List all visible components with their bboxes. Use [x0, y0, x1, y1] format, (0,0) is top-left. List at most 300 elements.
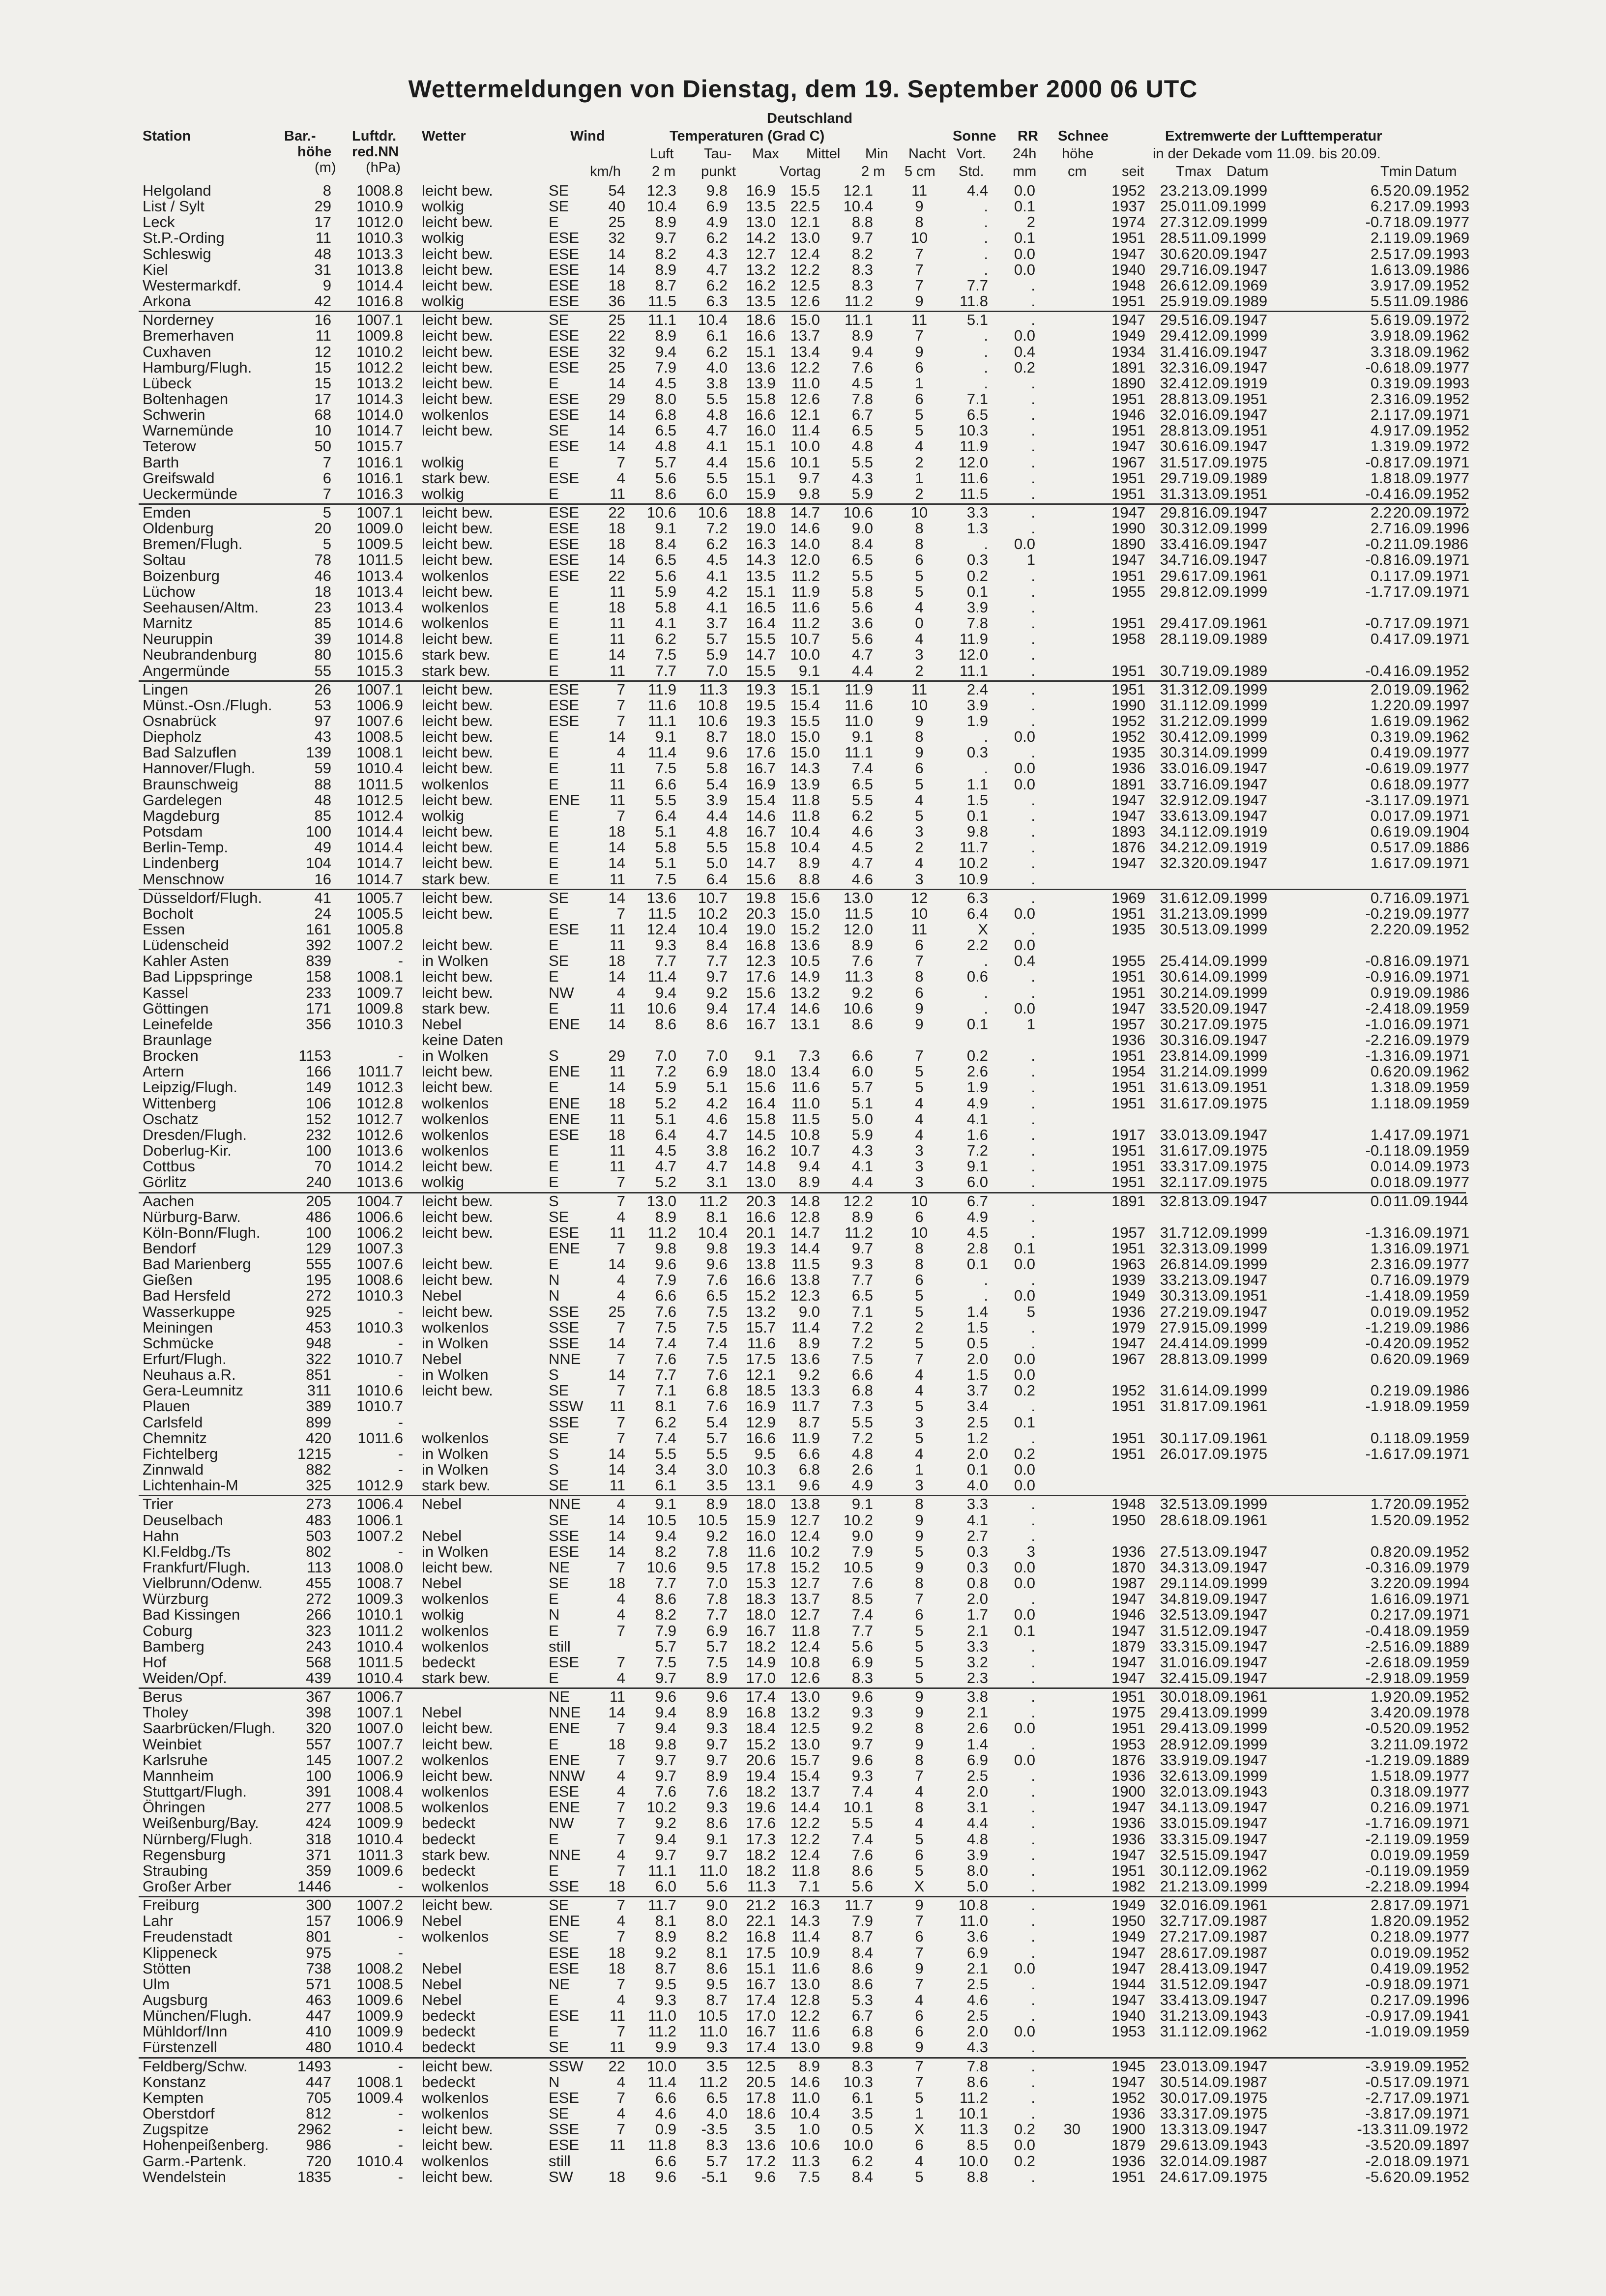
cell-temp-night: 9	[915, 1688, 924, 1706]
cell-tmin: -2.9	[1365, 1669, 1392, 1686]
cell-wind-dir: E	[549, 374, 559, 392]
cell-tmin-date: 19.09.1977	[1393, 744, 1470, 761]
cell-temp-air: 6.4	[655, 807, 676, 824]
cell-temp-night: 5	[915, 1287, 924, 1305]
cell-precip: 0.0	[1014, 999, 1035, 1017]
cell-baro-height: 899	[306, 1413, 331, 1431]
cell-temp-max: 16.7	[746, 1975, 776, 1993]
cell-since-year: 1975	[1111, 1704, 1145, 1721]
cell-precip: .	[1031, 1896, 1035, 1914]
cell-temp-mean: 13.2	[790, 1704, 820, 1721]
cell-sunshine: 0.3	[966, 551, 988, 569]
cell-temp-max: 16.0	[746, 1527, 776, 1544]
cell-tmax: 30.3	[1160, 1031, 1190, 1048]
cell-sunshine: 4.4	[966, 1814, 988, 1832]
cell-tmax: 31.2	[1160, 712, 1190, 729]
cell-wind-dir: SSE	[549, 1303, 580, 1320]
cell-tmin: -1.3	[1365, 1223, 1392, 1241]
cell-temp-night: 6	[915, 759, 924, 777]
cell-station: Kiel	[143, 261, 168, 278]
cell-temp-air: 10.6	[646, 1558, 676, 1576]
cell-wind-dir: E	[549, 213, 559, 231]
cell-tmax-date: 15.09.1947	[1191, 1669, 1268, 1686]
cell-tmax-date: 12.09.1919	[1191, 823, 1268, 840]
cell-weather: leicht bew.	[422, 791, 493, 809]
cell-temp-mean: 12.0	[790, 551, 820, 569]
cell-tmax-date: 14.09.1999	[1191, 1047, 1268, 1065]
cell-tmax: 27.5	[1160, 1542, 1190, 1560]
cell-temp-max: 18.2	[746, 1861, 776, 1879]
cell-temp-night: 9	[915, 1511, 924, 1529]
cell-sunshine: 0.2	[966, 567, 988, 584]
cell-temp-min: 6.2	[851, 2152, 873, 2170]
cell-pressure: 1014.7	[356, 870, 403, 888]
cell-station: Zugspitze	[143, 2121, 209, 2138]
cell-weather: bedeckt	[422, 2007, 475, 2025]
cell-dewpoint: 7.6	[706, 1366, 728, 1384]
cell-tmin: -2.2	[1365, 1031, 1392, 1048]
cell-dewpoint: 7.2	[706, 520, 728, 537]
cell-station: Fichtelberg	[143, 1445, 218, 1462]
cell-temp-mean: 10.8	[790, 1126, 820, 1143]
cell-dewpoint: 6.2	[706, 276, 728, 294]
cell-tmax: 31.6	[1160, 889, 1190, 906]
cell-weather: leicht bew.	[422, 1896, 493, 1914]
cell-tmax-date: 16.09.1947	[1191, 343, 1268, 360]
cell-tmax-date: 12.09.1999	[1191, 1735, 1268, 1753]
cell-temp-air: 11.1	[647, 712, 676, 729]
cell-precip: 0.0	[1014, 1287, 1035, 1305]
cell-tmin: 1.9	[1370, 1688, 1392, 1706]
cell-tmin: 0.1	[1370, 1429, 1392, 1447]
cell-station: Tholey	[143, 1704, 189, 1721]
cell-dewpoint: 5.7	[706, 630, 728, 648]
cell-pressure: 1010.4	[356, 2038, 403, 2056]
cell-wind-dir: SSW	[549, 1397, 584, 1415]
cell-temp-min: 9.0	[851, 520, 873, 537]
cell-temp-mean: 7.1	[798, 1877, 820, 1895]
cell-pressure: 1008.0	[356, 1558, 403, 1576]
cell-baro-height: 882	[306, 1461, 331, 1478]
cell-precip: 0.0	[1014, 1366, 1035, 1384]
cell-weather: leicht bew.	[422, 889, 493, 906]
cell-baro-height: 455	[306, 1574, 331, 1592]
cell-since-year: 1945	[1111, 2057, 1145, 2075]
cell-tmax-date: 16.09.1947	[1191, 535, 1268, 553]
cell-temp-night: 4	[915, 1445, 924, 1462]
cell-temp-air: 7.2	[655, 1063, 676, 1080]
cell-wind-dir: ESE	[549, 261, 580, 278]
cell-wind-dir: SSE	[549, 1413, 580, 1431]
cell-since-year: 1950	[1111, 1912, 1145, 1930]
cell-station: Wendelstein	[143, 2168, 227, 2185]
cell-temp-night: 5	[915, 1397, 924, 1415]
cell-dewpoint: 4.0	[706, 358, 728, 376]
cell-station: Norderney	[143, 311, 214, 329]
cell-temp-min: 9.0	[851, 1527, 873, 1544]
cell-since-year: 1890	[1111, 535, 1145, 553]
cell-since-year: 1948	[1111, 276, 1145, 294]
cell-tmax-date: 16.09.1947	[1191, 504, 1268, 521]
cell-weather: Nebel	[422, 1959, 462, 1977]
cell-wind-dir: ESE	[549, 920, 580, 938]
cell-tmax: 33.3	[1160, 1830, 1190, 1848]
cell-tmax: 33.4	[1160, 1991, 1190, 2008]
cell-baro-height: 356	[306, 1015, 331, 1033]
cell-station: Weißenburg/Bay.	[143, 1814, 259, 1832]
cell-wind-speed: 14	[608, 245, 625, 262]
cell-temp-mean: 15.0	[790, 904, 820, 922]
cell-pressure: 1006.6	[356, 1208, 403, 1225]
cell-tmax: 30.6	[1160, 245, 1190, 262]
cell-wind-speed: 14	[608, 1445, 625, 1462]
cell-baro-height: 20	[314, 520, 331, 537]
cell-precip: .	[1031, 1063, 1035, 1080]
cell-temp-max: 13.5	[746, 198, 776, 215]
cell-tmax-date: 15.09.1947	[1191, 1830, 1268, 1848]
cell-temp-air: 11.9	[647, 680, 676, 698]
cell-sunshine: .	[984, 198, 988, 215]
cell-tmax: 31.6	[1160, 1382, 1190, 1399]
cell-tmin: -1.6	[1365, 1445, 1392, 1462]
cell-pressure: -	[398, 1334, 403, 1352]
cell-tmin: 0.4	[1370, 744, 1392, 761]
cell-precip: 0.0	[1014, 936, 1035, 954]
cell-temp-max: 18.4	[746, 1719, 776, 1737]
cell-sunshine: 10.9	[958, 870, 988, 888]
cell-temp-night: 5	[915, 1622, 924, 1639]
cell-station: Cuxhaven	[143, 343, 211, 360]
cell-pressure: 1012.5	[356, 791, 403, 809]
cell-precip: 0.1	[1014, 229, 1035, 247]
cell-precip: .	[1031, 2038, 1035, 2056]
cell-dewpoint: 7.0	[706, 1574, 728, 1592]
cell-tmax-date: 16.09.1947	[1191, 551, 1268, 569]
cell-weather: in Wolken	[422, 1047, 489, 1065]
cell-temp-max: 18.6	[746, 311, 776, 329]
cell-tmin: 0.3	[1370, 1783, 1392, 1800]
cell-sunshine: 3.9	[966, 598, 988, 616]
cell-wind-speed: 7	[616, 696, 625, 714]
cell-since-year: 1940	[1111, 2007, 1145, 2025]
cell-temp-max: 14.6	[746, 807, 776, 824]
cell-station: Marnitz	[143, 614, 193, 632]
cell-weather: leicht bew.	[422, 984, 493, 1001]
cell-tmax: 31.2	[1160, 904, 1190, 922]
cell-wind-dir: ESE	[549, 390, 580, 407]
cell-temp-min: 5.5	[851, 791, 873, 809]
cell-tmax-date: 11.09.1999	[1191, 198, 1266, 215]
cell-tmin: -0.4	[1365, 485, 1392, 502]
cell-temp-night: 8	[915, 968, 924, 986]
cell-baro-height: 272	[306, 1287, 331, 1305]
cell-since-year: 1940	[1111, 261, 1145, 278]
cell-weather: stark bew.	[422, 870, 491, 888]
cell-pressure: 1015.6	[356, 646, 403, 664]
cell-sunshine: 10.8	[958, 1896, 988, 1914]
cell-dewpoint: 7.0	[706, 1047, 728, 1065]
cell-precip: .	[1031, 870, 1035, 888]
cell-temp-max: 19.3	[746, 712, 776, 729]
cell-temp-min: 5.6	[851, 630, 873, 648]
cell-wind-speed: 4	[616, 1991, 625, 2008]
cell-tmin: -1.7	[1365, 582, 1392, 600]
cell-weather: leicht bew.	[422, 582, 493, 600]
cell-wind-dir: NW	[549, 1814, 574, 1832]
cell-dewpoint: 5.5	[706, 839, 728, 856]
cell-temp-night: 2	[915, 453, 924, 471]
cell-station: Lahr	[143, 1912, 174, 1930]
cell-wind-dir: ESE	[549, 292, 580, 310]
cell-baro-height: 1493	[297, 2057, 331, 2075]
cell-sunshine: 0.1	[966, 1015, 988, 1033]
cell-wind-speed: 7	[616, 2089, 625, 2106]
cell-baro-height: 320	[306, 1719, 331, 1737]
cell-temp-night: 7	[915, 261, 924, 278]
cell-tmax: 30.0	[1160, 2089, 1190, 2106]
cell-pressure: 1014.7	[356, 422, 403, 439]
cell-temp-min: 11.0	[844, 712, 873, 729]
cell-baro-height: 12	[314, 343, 331, 360]
cell-station: Teterow	[143, 437, 196, 455]
cell-wind-dir: ESE	[549, 1959, 580, 1977]
cell-temp-night: 2	[915, 1318, 924, 1336]
cell-wind-speed: 11	[609, 936, 625, 954]
cell-pressure: 1007.1	[356, 311, 403, 329]
cell-temp-max: 22.1	[746, 1912, 776, 1930]
cell-tmin-date: 20.09.1997	[1393, 696, 1470, 714]
cell-wind-dir: ESE	[549, 1223, 580, 1241]
cell-temp-min: 7.4	[851, 759, 873, 777]
cell-temp-air: 8.7	[655, 1959, 676, 1977]
cell-baro-height: 571	[306, 1975, 331, 1993]
cell-baro-height: 243	[306, 1637, 331, 1655]
cell-temp-max: 16.6	[746, 406, 776, 424]
cell-temp-mean: 9.6	[798, 1477, 820, 1494]
cell-wind-dir: ESE	[549, 680, 580, 698]
cell-precip: .	[1031, 630, 1035, 648]
cell-since-year: 1947	[1111, 854, 1145, 872]
cell-tmin: 1.8	[1370, 469, 1392, 487]
cell-precip: .	[1031, 1429, 1035, 1447]
cell-wind-dir: ENE	[549, 1912, 580, 1930]
header-schnee-2: höhe	[1062, 146, 1094, 162]
cell-sunshine: .	[984, 1287, 988, 1305]
cell-temp-night: 12	[910, 889, 928, 906]
cell-wind-speed: 25	[608, 311, 625, 329]
cell-tmax: 30.1	[1160, 1861, 1190, 1879]
cell-temp-mean: 15.4	[790, 1767, 820, 1784]
cell-temp-night: 4	[915, 1991, 924, 2008]
cell-tmin: -1.3	[1365, 1047, 1392, 1065]
cell-temp-max: 16.0	[746, 422, 776, 439]
cell-tmax: 28.8	[1160, 422, 1190, 439]
cell-tmin: -1.9	[1365, 1397, 1392, 1415]
cell-tmax: 27.2	[1160, 1303, 1190, 1320]
cell-precip: .	[1031, 567, 1035, 584]
cell-weather: leicht bew.	[422, 2121, 493, 2138]
cell-since-year: 1891	[1111, 775, 1145, 793]
cell-station: Karlsruhe	[143, 1751, 208, 1769]
cell-tmax-date: 13.09.1999	[1191, 1350, 1268, 1367]
cell-since-year: 1947	[1111, 1959, 1145, 1977]
cell-precip: .	[1031, 1334, 1035, 1352]
cell-dewpoint: 5.7	[706, 1429, 728, 1447]
cell-temp-mean: 11.9	[791, 582, 820, 600]
cell-wind-dir: SSE	[549, 1318, 580, 1336]
cell-baro-height: 11	[315, 327, 331, 345]
cell-station: Bad Lippspringe	[143, 968, 253, 986]
cell-wind-dir: ESE	[549, 358, 580, 376]
cell-tmin-date: 19.09.1959	[1393, 1846, 1470, 1863]
cell-temp-min: 6.8	[851, 2023, 873, 2040]
cell-dewpoint: 9.6	[706, 744, 728, 761]
cell-since-year: 1936	[1111, 1830, 1145, 1848]
cell-weather: wolkenlos	[422, 1799, 489, 1816]
cell-snow: 30	[1063, 2121, 1080, 2138]
cell-temp-max: 15.1	[746, 1959, 776, 1977]
header-luft-1: Luft	[650, 146, 674, 162]
cell-dewpoint: 7.5	[706, 1318, 728, 1336]
cell-temp-mean: 22.5	[790, 198, 820, 215]
cell-pressure: 1010.4	[356, 759, 403, 777]
cell-pressure: 1010.4	[356, 1637, 403, 1655]
cell-wind-speed: 11	[609, 1158, 625, 1175]
cell-temp-night: 9	[915, 1015, 924, 1033]
cell-station: Braunschweig	[143, 775, 238, 793]
cell-precip: .	[1031, 889, 1035, 906]
cell-tmax-date: 16.09.1947	[1191, 759, 1268, 777]
cell-since-year: 1947	[1111, 1622, 1145, 1639]
cell-tmax-date: 17.09.1987	[1191, 1928, 1268, 1946]
cell-tmin: -1.4	[1365, 1287, 1392, 1305]
cell-temp-min: 7.9	[851, 1912, 873, 1930]
cell-pressure: 1010.6	[356, 1382, 403, 1399]
cell-precip: .	[1031, 2073, 1035, 2091]
cell-tmin-date: 16.09.1952	[1393, 662, 1470, 679]
cell-sunshine: 3.9	[966, 1846, 988, 1863]
header-schnee-1: Schnee	[1058, 128, 1109, 144]
cell-weather: leicht bew.	[422, 1558, 493, 1576]
cell-temp-air: 7.7	[655, 952, 676, 970]
cell-pressure: 1009.7	[356, 984, 403, 1001]
cell-temp-air: 7.0	[655, 1047, 676, 1065]
cell-tmax-date: 16.09.1947	[1191, 406, 1268, 424]
cell-temp-night: 10	[910, 1192, 928, 1210]
cell-pressure: 1008.5	[356, 1799, 403, 1816]
cell-temp-night: 7	[915, 245, 924, 262]
cell-temp-max: 16.7	[746, 1622, 776, 1639]
cell-temp-mean: 14.3	[790, 1912, 820, 1930]
cell-wind-dir: E	[549, 823, 559, 840]
cell-wind-dir: E	[549, 904, 559, 922]
cell-tmin: -2.0	[1365, 2152, 1392, 2170]
cell-pressure: 1016.3	[356, 485, 403, 502]
cell-temp-min: 10.6	[843, 504, 873, 521]
cell-tmax-date: 19.09.1989	[1191, 469, 1268, 487]
cell-temp-min: 11.9	[844, 680, 873, 698]
cell-temp-night: 2	[915, 485, 924, 502]
cell-precip: .	[1031, 1047, 1035, 1065]
cell-temp-air: 6.8	[655, 406, 676, 424]
cell-temp-max: 17.5	[746, 1350, 776, 1367]
cell-since-year: 1891	[1111, 1192, 1145, 1210]
cell-tmin-date: 19.09.1977	[1393, 904, 1470, 922]
cell-wind-speed: 14	[608, 968, 625, 986]
cell-temp-max: 17.2	[746, 2152, 776, 2170]
cell-tmin-date: 17.09.1971	[1393, 1896, 1470, 1914]
cell-tmax-date: 16.09.1947	[1191, 1653, 1268, 1671]
cell-since-year: 1951	[1111, 1719, 1145, 1737]
cell-temp-min: 8.8	[851, 213, 873, 231]
cell-pressure: -	[398, 1461, 403, 1478]
cell-temp-min: 6.6	[851, 1366, 873, 1384]
cell-dewpoint: 8.4	[706, 936, 728, 954]
cell-weather: Nebel	[422, 1495, 462, 1513]
cell-precip: .	[1031, 520, 1035, 537]
cell-weather: leicht bew.	[422, 422, 493, 439]
cell-temp-min: 4.6	[851, 870, 873, 888]
cell-weather: wolkenlos	[422, 1318, 489, 1336]
cell-temp-night: 8	[915, 520, 924, 537]
cell-station: Frankfurt/Flugh.	[143, 1558, 250, 1576]
cell-tmax-date: 19.09.1989	[1191, 662, 1268, 679]
cell-weather: leicht bew.	[422, 936, 493, 954]
cell-temp-mean: 15.0	[790, 311, 820, 329]
cell-weather: wolkenlos	[422, 1928, 489, 1946]
cell-temp-air: 10.6	[646, 504, 676, 521]
cell-pressure: 1014.4	[356, 839, 403, 856]
cell-temp-night: 3	[915, 1173, 924, 1191]
cell-pressure: 1007.2	[356, 936, 403, 954]
cell-baro-height: 16	[314, 870, 331, 888]
cell-tmax-date: 13.09.1947	[1191, 1606, 1268, 1624]
cell-dewpoint: 4.7	[706, 261, 728, 278]
cell-temp-air: 3.4	[655, 1461, 676, 1478]
cell-since-year: 1953	[1111, 1735, 1145, 1753]
cell-station: Potsdam	[143, 823, 203, 840]
cell-temp-mean: 12.7	[790, 1574, 820, 1592]
cell-temp-max: 13.2	[746, 261, 776, 278]
cell-temp-min: 8.6	[851, 1975, 873, 1993]
cell-since-year: 1990	[1111, 520, 1145, 537]
cell-temp-air: 7.9	[655, 1271, 676, 1289]
cell-wind-dir: ESE	[549, 343, 580, 360]
cell-since-year: 1952	[1111, 728, 1145, 746]
cell-temp-night: 9	[915, 1735, 924, 1753]
cell-pressure: 1010.4	[356, 1830, 403, 1848]
cell-temp-air: 6.4	[655, 1126, 676, 1143]
cell-baro-height: 7	[322, 485, 331, 502]
cell-sunshine: 3.6	[966, 1928, 988, 1946]
cell-dewpoint: 6.0	[706, 485, 728, 502]
cell-temp-min: 2.6	[851, 1461, 873, 1478]
cell-weather: leicht bew.	[422, 276, 493, 294]
header-baro-2: höhe	[297, 144, 332, 160]
cell-wind-speed: 18	[608, 535, 625, 553]
cell-temp-night: 4	[915, 854, 924, 872]
cell-temp-night: 7	[915, 1350, 924, 1367]
cell-temp-min: 8.4	[851, 535, 873, 553]
cell-wind-speed: 14	[608, 551, 625, 569]
cell-tmin-date: 19.09.1977	[1393, 759, 1470, 777]
cell-temp-night: 6	[915, 390, 924, 407]
cell-temp-mean: 12.2	[790, 1814, 820, 1832]
cell-wind-dir: ESE	[549, 1944, 580, 1961]
cell-temp-mean: 15.0	[790, 728, 820, 746]
cell-station: Fürstenzell	[143, 2038, 217, 2056]
cell-temp-night: 10	[910, 229, 928, 247]
